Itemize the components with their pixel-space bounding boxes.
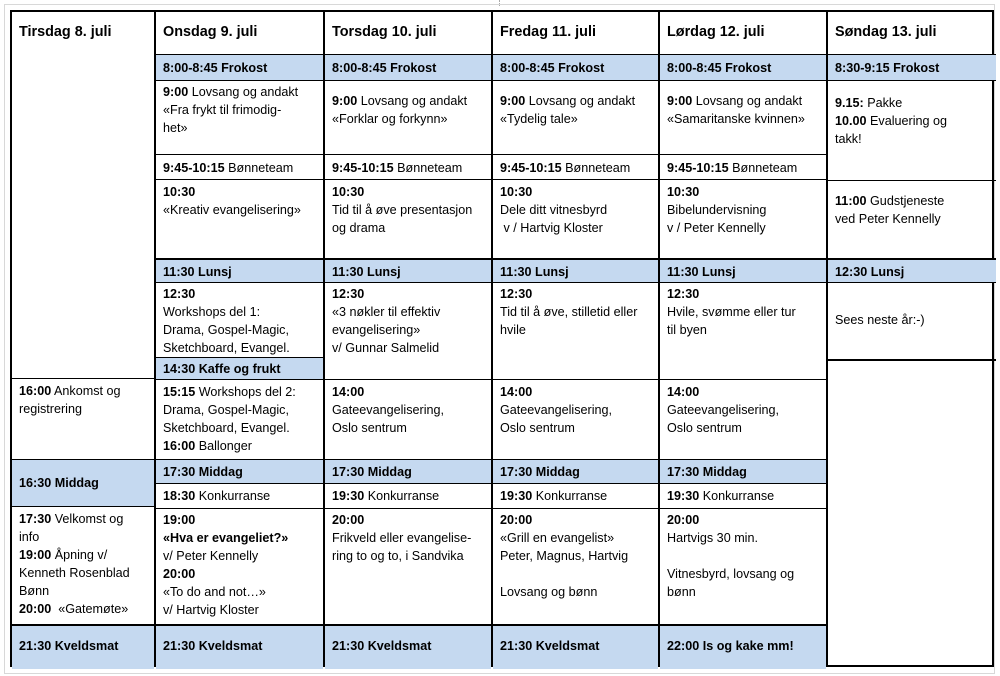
tue-arrival-line1: 16:00 Ankomst og: [19, 384, 121, 398]
sun-service-line1: 11:00 Gudstjeneste: [835, 194, 945, 208]
wed-worship-line1: 9:00 Lovsang og andakt: [163, 85, 299, 99]
sat-session-line1: Bibelundervisning: [667, 203, 767, 217]
sat-ws-time: 12:30: [667, 287, 700, 301]
fri-worship: [493, 80, 658, 154]
fri-supper: 21:30 Kveldsmat: [493, 624, 658, 669]
tue-evening-line3: 20:00 «Gatemøte»: [19, 602, 129, 616]
wed-balloons: 16:00 Ballonger: [163, 439, 252, 453]
sat-street-line2: Oslo sentrum: [667, 421, 742, 435]
fri-street: [493, 379, 658, 459]
fri-session-line2: v / Hartvig Kloster: [500, 221, 603, 235]
tue-dinner: 16:30 Middag: [12, 459, 154, 506]
thu-street-time: 14:00: [332, 385, 365, 399]
thu-ws-line1: «3 nøkler til effektiv: [332, 305, 441, 319]
wed-ws2-line1: 15:15 Workshops del 2:: [163, 385, 296, 399]
sat-worship: [660, 80, 826, 154]
fri-workshop: [493, 282, 658, 379]
fri-street-line2: Oslo sentrum: [500, 421, 575, 435]
fri-contest: 19:30 Konkurranse: [493, 483, 658, 508]
sun-empty: [828, 359, 996, 669]
sat-breakfast: 8:00-8:45 Frokost: [660, 54, 826, 80]
column-saturday: [660, 12, 828, 665]
wed-workshop1: [156, 282, 323, 357]
sat-supper: 22:00 Is og kake mm!: [660, 624, 826, 669]
sat-street-line1: Gateevangelisering,: [667, 403, 780, 417]
sat-session-time: 10:30: [667, 185, 700, 199]
thu-prayer: 9:45-10:15 Bønneteam: [325, 154, 491, 179]
sat-ws-line1: Hvile, svømme eller tur: [667, 305, 796, 319]
sat-session-line2: v / Peter Kennelly: [667, 221, 766, 235]
sat-dinner: 17:30 Middag: [660, 459, 826, 483]
thu-breakfast: 8:00-8:45 Frokost: [325, 54, 491, 80]
day-header-saturday: Lørdag 12. juli: [667, 24, 765, 40]
column-friday: [493, 12, 660, 665]
sun-eval: 10.00 Evaluering og: [835, 114, 948, 128]
wed-session-time: 10:30: [163, 185, 196, 199]
thu-supper: 21:30 Kveldsmat: [325, 624, 491, 669]
sat-ws-line2: til byen: [667, 323, 707, 337]
sun-eval-line2: takk!: [835, 132, 862, 146]
wed-evening: [156, 508, 323, 624]
thu-workshop: [325, 282, 491, 379]
sat-eve-time: 20:00: [667, 513, 700, 527]
fri-session-time: 10:30: [500, 185, 533, 199]
thu-eve-line1: Frikveld eller evangelise-: [332, 531, 472, 545]
sat-street-time: 14:00: [667, 385, 700, 399]
wed-session: [156, 179, 323, 259]
fri-session-line1: Dele ditt vitnesbyrd: [500, 203, 608, 217]
wed-lunch: 11:30 Lunsj: [156, 258, 323, 282]
thu-street-line1: Gateevangelisering,: [332, 403, 445, 417]
thu-session-line2: og drama: [332, 221, 386, 235]
wed-prayer: 9:45-10:15 Bønneteam: [156, 154, 323, 179]
thu-evening: [325, 508, 491, 624]
wed-session-text: «Kreativ evangelisering»: [163, 203, 301, 217]
tue-evening-line1: 17:30 Velkomst og: [19, 512, 124, 526]
wed-worship: [156, 80, 323, 154]
tue-evening-line2: 19:00 Åpning v/: [19, 548, 108, 562]
fri-worship-line2: «Tydelig tale»: [500, 112, 578, 126]
thu-worship-line1: 9:00 Lovsang og andakt: [332, 94, 468, 108]
thu-street: [325, 379, 491, 459]
fri-evening: [493, 508, 658, 624]
thu-session-time: 10:30: [332, 185, 365, 199]
fri-ws-line1: Tid til å øve, stilletid eller: [500, 305, 638, 319]
tue-evening-line2c: Bønn: [19, 584, 50, 598]
sat-session: [660, 179, 826, 259]
wed-supper: 21:30 Kveldsmat: [156, 624, 323, 669]
fri-breakfast: 8:00-8:45 Frokost: [493, 54, 658, 80]
fri-eve-gap: [500, 565, 651, 583]
thu-dinner: 17:30 Middag: [325, 459, 491, 483]
day-header-thursday: Torsdag 10. juli: [332, 24, 437, 40]
fri-street-line1: Gateevangelisering,: [500, 403, 613, 417]
wed-ws1-line3: Sketchboard, Evangel.: [163, 341, 290, 355]
sun-breakfast: 8:30-9:15 Frokost: [828, 54, 996, 80]
sat-prayer: 9:45-10:15 Bønneteam: [660, 154, 826, 179]
sat-worship-line2: «Samaritanske kvinnen»: [667, 112, 805, 126]
thu-ws-line2: evangelisering»: [332, 323, 421, 337]
thu-contest: 19:30 Konkurranse: [325, 483, 491, 508]
fri-dinner: 17:30 Middag: [493, 459, 658, 483]
thu-worship-line2: «Forklar og forkynn»: [332, 112, 448, 126]
column-tuesday: [12, 12, 156, 665]
sat-workshop: [660, 282, 826, 379]
wed-eve-by2: v/ Hartvig Kloster: [163, 603, 259, 617]
wed-eve-title2: «To do and not…»: [163, 585, 266, 599]
wed-eve-title1: «Hva er evangeliet?»: [163, 531, 289, 545]
tue-supper: 21:30 Kveldsmat: [12, 624, 154, 669]
sat-eve-line3: bønn: [667, 585, 696, 599]
thu-street-line2: Oslo sentrum: [332, 421, 407, 435]
thu-ws-time: 12:30: [332, 287, 365, 301]
sun-morning: [828, 80, 996, 180]
wed-eve-by1: v/ Peter Kennelly: [163, 549, 259, 563]
sat-lunch: 11:30 Lunsj: [660, 258, 826, 282]
fri-ws-time: 12:30: [500, 287, 533, 301]
sat-contest: 19:30 Konkurranse: [660, 483, 826, 508]
fri-lunch: 11:30 Lunsj: [493, 258, 658, 282]
fri-eve-line2: Peter, Magnus, Hartvig: [500, 549, 629, 563]
schedule-table: [10, 10, 994, 667]
tue-evening-line2b: Kenneth Rosenblad: [19, 566, 130, 580]
thu-session: [325, 179, 491, 259]
page-marker: [499, 0, 500, 6]
wed-eve-time1: 19:00: [163, 513, 196, 527]
sun-farewell: Sees neste år:-): [828, 282, 996, 359]
sun-pack: 9.15: Pakke: [835, 96, 903, 110]
tue-evening: [12, 506, 154, 624]
sun-service-line2: ved Peter Kennelly: [835, 212, 941, 226]
tue-evening-line1b: info: [19, 530, 40, 544]
fri-eve-line1: «Grill en evangelist»: [500, 531, 615, 545]
wed-breakfast: 8:00-8:45 Frokost: [156, 54, 323, 80]
thu-ws-line3: v/ Gunnar Salmelid: [332, 341, 440, 355]
day-header-tuesday: Tirsdag 8. juli: [19, 24, 112, 40]
sun-lunch: 12:30 Lunsj: [828, 258, 996, 282]
wed-ws2-line3: Sketchboard, Evangel.: [163, 421, 290, 435]
wed-ws2-line2: Drama, Gospel-Magic,: [163, 403, 289, 417]
thu-lunch: 11:30 Lunsj: [325, 258, 491, 282]
wed-worship-line3: het»: [163, 121, 188, 135]
thu-eve-line2: ring to og to, i Sandvika: [332, 549, 464, 563]
wed-coffee: 14:30 Kaffe og frukt: [156, 357, 323, 379]
wed-dinner: 17:30 Middag: [156, 459, 323, 483]
fri-prayer: 9:45-10:15 Bønneteam: [493, 154, 658, 179]
tue-arrival-line2: registrering: [19, 402, 82, 416]
fri-session: [493, 179, 658, 259]
fri-street-time: 14:00: [500, 385, 533, 399]
wed-eve-time2: 20:00: [163, 567, 196, 581]
fri-worship-line1: 9:00 Lovsang og andakt: [500, 94, 636, 108]
fri-eve-line3: Lovsang og bønn: [500, 585, 598, 599]
sat-eve-line2: Vitnesbyrd, lovsang og: [667, 567, 795, 581]
day-header-friday: Fredag 11. juli: [500, 24, 596, 40]
column-wednesday: [156, 12, 325, 665]
fri-eve-time: 20:00: [500, 513, 533, 527]
sat-eve-line1: Hartvigs 30 min.: [667, 531, 758, 545]
thu-session-line1: Tid til å øve presentasjon: [332, 203, 473, 217]
day-header-wednesday: Onsdag 9. juli: [163, 24, 258, 40]
sat-worship-line1: 9:00 Lovsang og andakt: [667, 94, 803, 108]
thu-eve-time: 20:00: [332, 513, 365, 527]
sat-eve-gap: [667, 547, 819, 565]
wed-workshop2: [156, 379, 323, 459]
wed-ws1-time: 12:30: [163, 287, 196, 301]
column-thursday: [325, 12, 493, 665]
sat-street: [660, 379, 826, 459]
day-header-sunday: Søndag 13. juli: [835, 24, 937, 40]
tue-arrival: [12, 378, 154, 466]
fri-ws-line2: hvile: [500, 323, 526, 337]
sun-service: [828, 180, 996, 258]
wed-contest: 18:30 Konkurranse: [156, 483, 323, 508]
column-sunday: [828, 12, 996, 665]
thu-worship: [325, 80, 491, 154]
wed-ws1-line2: Drama, Gospel-Magic,: [163, 323, 289, 337]
sat-evening: [660, 508, 826, 624]
wed-ws1-line1: Workshops del 1:: [163, 305, 261, 319]
wed-worship-line2: «Fra frykt til frimodig-: [163, 103, 282, 117]
